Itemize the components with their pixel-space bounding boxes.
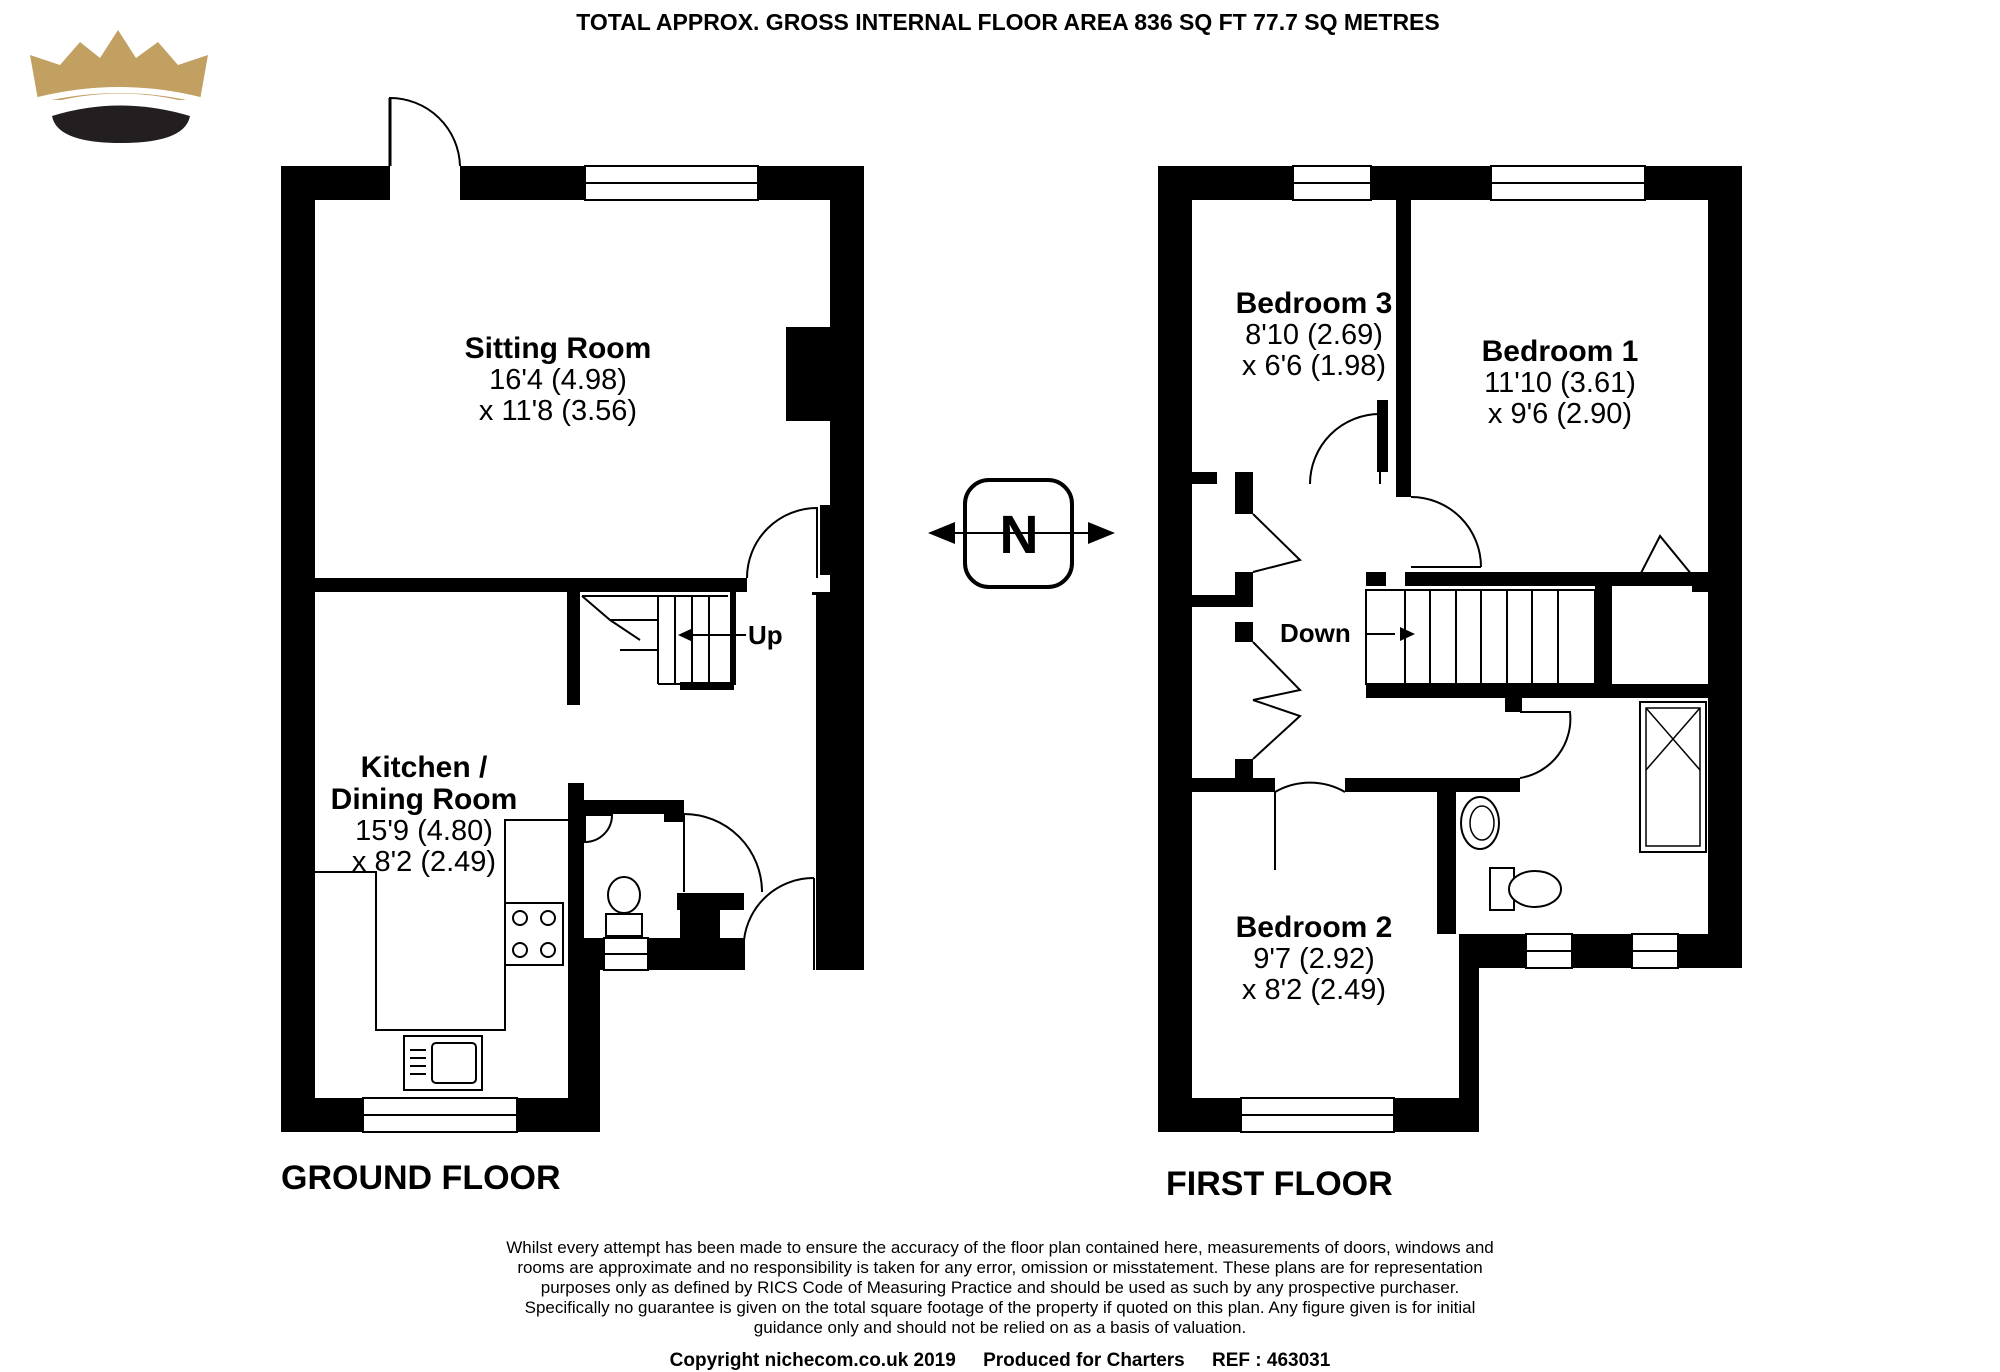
north-compass-icon — [928, 480, 1115, 587]
toilet-icon — [1490, 868, 1561, 910]
disclaimer-line: Specifically no guarantee is given on the total square footage of the property if quoted on this plan. Any figure given is for initial — [524, 1298, 1476, 1317]
disclaimer-line: Whilst every attempt has been made to ensure the accuracy of the floor plan contained here, measurements of doors, windows and — [506, 1238, 1494, 1257]
disclaimer-line: guidance only and should not be relied on as a basis of valuation. — [753, 1318, 1247, 1337]
ground-stairs — [582, 596, 728, 684]
room-dimension: 11'10 (3.61) — [1484, 367, 1636, 399]
crown-icon — [30, 30, 208, 143]
room-dimension: x 9'6 (2.90) — [1487, 398, 1633, 430]
stairs-up-label: Up — [748, 620, 783, 650]
copyright-text: Copyright nichecom.co.uk 2019 — [669, 1350, 956, 1371]
disclaimer-text — [440, 1238, 1560, 1338]
reference-text: REF : 463031 — [1212, 1350, 1331, 1371]
room-dimension: 16'4 (4.98) — [489, 364, 627, 396]
up-arrow-icon — [678, 628, 693, 642]
hob-icon — [505, 903, 563, 965]
room-dimension: x 11'8 (3.56) — [478, 395, 638, 427]
first-floor-plan — [1158, 166, 1742, 1203]
room-dimension: 15'9 (4.80) — [355, 815, 493, 847]
room-dimension: x 8'2 (2.49) — [1241, 974, 1387, 1006]
room-name: Bedroom 3 — [1235, 287, 1393, 320]
kitchen-sink-icon — [404, 1036, 482, 1090]
stairs-down-label: Down — [1280, 618, 1351, 648]
room-name: Dining Room — [330, 783, 518, 816]
room-dimension: 9'7 (2.92) — [1253, 943, 1375, 975]
room-dimension: x 8'2 (2.49) — [351, 846, 497, 878]
floor-label: FIRST FLOOR — [1166, 1165, 1393, 1203]
floor-area-header: TOTAL APPROX. GROSS INTERNAL FLOOR AREA 836 SQ FT 77.7 SQ METRES — [576, 9, 1440, 35]
disclaimer-line: purposes only as defined by RICS Code of Measuring Practice and should be used as such by any prospective purchaser. — [540, 1278, 1460, 1297]
ground-floor-plan — [281, 98, 864, 1197]
room-name: Bedroom 2 — [1235, 911, 1393, 944]
footer-credits — [440, 1351, 1560, 1371]
corner-basin-icon — [585, 815, 612, 842]
room-name: Bedroom 1 — [1481, 335, 1639, 368]
produced-for-text: Produced for Charters — [983, 1350, 1185, 1371]
disclaimer-line: rooms are approximate and no responsibility is taken for any error, omission or misstatement. These plans are for representation — [517, 1258, 1483, 1277]
floor-label: GROUND FLOOR — [281, 1159, 561, 1197]
room-dimension: 8'10 (2.69) — [1245, 319, 1383, 351]
wash-basin-icon — [1461, 797, 1499, 849]
room-dimension: x 6'6 (1.98) — [1241, 350, 1387, 382]
room-name: Kitchen / — [360, 751, 488, 784]
room-name: Sitting Room — [464, 332, 652, 365]
toilet-icon — [606, 877, 642, 936]
bath-icon — [1640, 702, 1706, 852]
compass-letter: N — [999, 505, 1039, 565]
down-arrow-icon — [1400, 627, 1415, 641]
